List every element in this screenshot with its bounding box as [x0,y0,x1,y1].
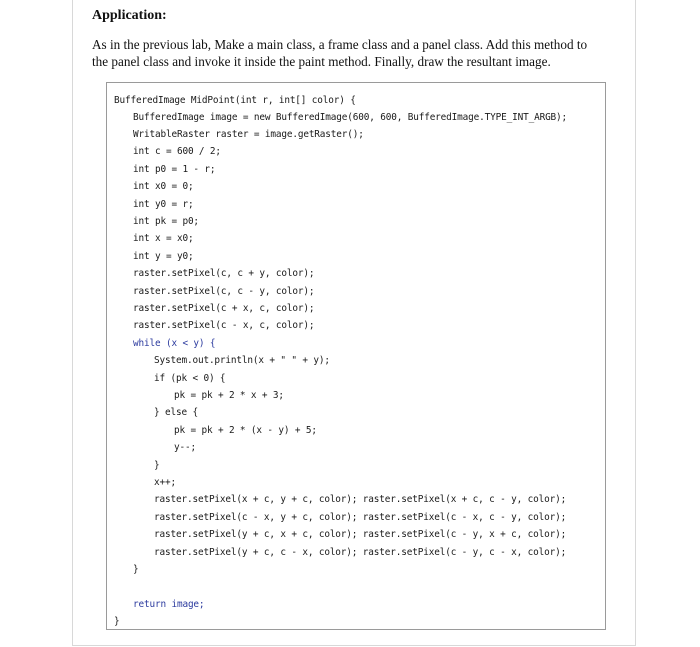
code-line: BufferedImage MidPoint(int r, int[] color) { [114,95,356,106]
code-line: while (x < y) { [133,338,216,349]
code-line: x++; [154,477,176,488]
instructions-line: the panel class and invoke it inside the paint method. Finally, draw the resultant image. [92,54,551,69]
code-line: if (pk < 0) { [154,373,226,384]
code-line: int y0 = r; [133,199,194,210]
code-line: pk = pk + 2 * x + 3; [174,390,284,401]
code-line: } [133,564,139,575]
code-line: int x0 = 0; [133,181,194,192]
code-line: WritableRaster raster = image.getRaster(); [133,129,364,140]
instructions-paragraph [92,36,612,70]
code-line: int c = 600 / 2; [133,146,221,157]
code-line: pk = pk + 2 * (x - y) + 5; [174,425,317,436]
code-line: return image; [133,599,205,610]
code-line: raster.setPixel(c - x, y + c, color); raster.setPixel(c - x, c - y, color); [154,512,567,523]
code-line: raster.setPixel(y + c, x + c, color); raster.setPixel(c - y, x + c, color); [154,529,567,540]
code-line: int y = y0; [133,251,194,262]
instructions-line: As in the previous lab, Make a main class, a frame class and a panel class. Add this method to [92,37,588,52]
code-line: int p0 = 1 - r; [133,164,216,175]
code-line: System.out.println(x + " " + y); [154,355,330,366]
code-line: raster.setPixel(x + c, y + c, color); raster.setPixel(x + c, c - y, color); [154,494,567,505]
code-line: int x = x0; [133,233,194,244]
code-line: raster.setPixel(c + x, c, color); [133,303,315,314]
code-line: int pk = p0; [133,216,199,227]
code-line: raster.setPixel(c, c - y, color); [133,286,315,297]
section-heading: Application: [92,8,167,23]
code-line: raster.setPixel(c - x, c, color); [133,320,315,331]
code-line: raster.setPixel(c, c + y, color); [133,268,315,279]
code-line: } [114,616,120,627]
code-line: BufferedImage image = new BufferedImage(600, 600, BufferedImage.TYPE_INT_ARGB); [133,112,568,123]
code-line: } [154,460,160,471]
code-line: } else { [154,407,198,418]
code-line: y--; [174,442,196,453]
code-line: raster.setPixel(y + c, c - x, color); raster.setPixel(c - y, c - x, color); [154,547,567,558]
